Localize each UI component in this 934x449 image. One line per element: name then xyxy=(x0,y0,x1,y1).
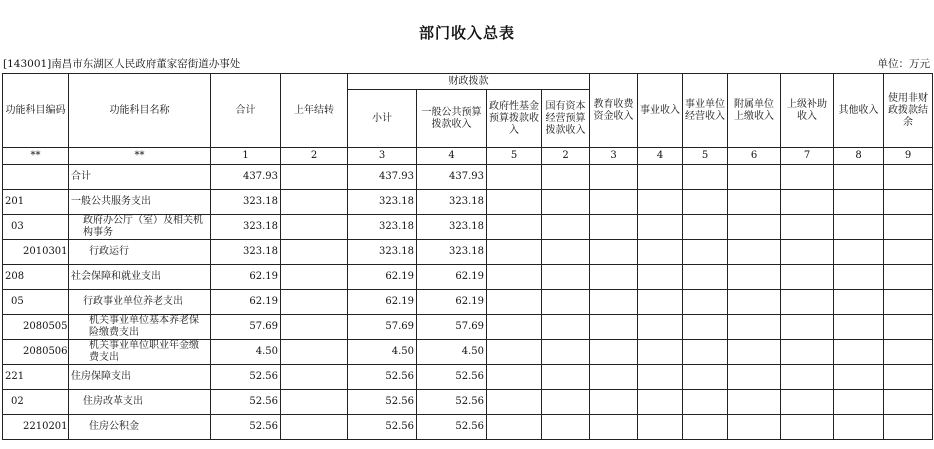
header-state-capital: 国有资本经营预算拨款收入 xyxy=(542,90,590,148)
row-empty-cell xyxy=(487,365,542,390)
row-empty-cell xyxy=(834,265,884,290)
row-empty-cell xyxy=(683,165,728,190)
row-empty-cell xyxy=(834,190,884,215)
header-business-ops: 事业单位经营收入 xyxy=(683,74,728,148)
row-empty-cell xyxy=(542,340,590,365)
row-empty-cell xyxy=(781,165,834,190)
row-subtotal: 52.56 xyxy=(348,415,417,440)
header-affiliate: 附属单位上缴收入 xyxy=(728,74,781,148)
row-total: 52.56 xyxy=(211,415,281,440)
index-cell: 3 xyxy=(590,148,638,165)
table-row xyxy=(3,240,933,265)
row-empty-cell xyxy=(683,240,728,265)
row-name: 机关事业单位职业年金缴费支出 xyxy=(69,340,211,365)
row-carryover xyxy=(281,390,348,415)
row-general-budget: 52.56 xyxy=(417,365,487,390)
organization-label: [143001]南昌市东湖区人民政府董家窑街道办事处 xyxy=(3,58,241,70)
row-empty-cell xyxy=(683,290,728,315)
row-empty-cell xyxy=(542,190,590,215)
row-empty-cell xyxy=(542,315,590,340)
row-subtotal: 52.56 xyxy=(348,365,417,390)
row-empty-cell xyxy=(590,365,638,390)
row-carryover xyxy=(281,415,348,440)
row-code: 2010301 xyxy=(3,240,69,265)
header-total: 合计 xyxy=(211,74,281,148)
row-empty-cell xyxy=(487,240,542,265)
row-code xyxy=(3,165,69,190)
row-carryover xyxy=(281,290,348,315)
row-empty-cell xyxy=(884,315,933,340)
row-code: 2080505 xyxy=(3,315,69,340)
table-row xyxy=(3,315,933,340)
index-cell: 4 xyxy=(417,148,487,165)
row-general-budget: 437.93 xyxy=(417,165,487,190)
row-empty-cell xyxy=(834,390,884,415)
header-subtotal: 小计 xyxy=(348,90,417,148)
row-empty-cell xyxy=(781,340,834,365)
income-summary-table xyxy=(2,73,933,440)
row-code: 208 xyxy=(3,265,69,290)
row-general-budget: 57.69 xyxy=(417,315,487,340)
row-subtotal: 323.18 xyxy=(348,215,417,240)
header-gov-fund: 政府性基金预算拨款收入 xyxy=(487,90,542,148)
table-row xyxy=(3,165,933,190)
row-empty-cell xyxy=(728,340,781,365)
row-subtotal: 57.69 xyxy=(348,315,417,340)
row-empty-cell xyxy=(590,390,638,415)
row-empty-cell xyxy=(542,265,590,290)
row-empty-cell xyxy=(638,240,683,265)
row-empty-cell xyxy=(781,415,834,440)
table-row xyxy=(3,365,933,390)
row-empty-cell xyxy=(884,290,933,315)
row-name: 住房公积金 xyxy=(69,415,211,440)
row-empty-cell xyxy=(590,290,638,315)
row-empty-cell xyxy=(590,415,638,440)
row-total: 323.18 xyxy=(211,240,281,265)
row-code: 05 xyxy=(3,290,69,315)
index-cell: 8 xyxy=(834,148,884,165)
row-empty-cell xyxy=(728,265,781,290)
row-empty-cell xyxy=(834,165,884,190)
index-cell: 6 xyxy=(728,148,781,165)
row-empty-cell xyxy=(781,265,834,290)
row-empty-cell xyxy=(728,190,781,215)
row-empty-cell xyxy=(487,290,542,315)
row-empty-cell xyxy=(487,215,542,240)
row-empty-cell xyxy=(728,165,781,190)
row-code: 201 xyxy=(3,190,69,215)
header-edu-fee: 教育收费资金收入 xyxy=(590,74,638,148)
row-empty-cell xyxy=(781,240,834,265)
row-general-budget: 323.18 xyxy=(417,190,487,215)
row-empty-cell xyxy=(542,415,590,440)
header-carryover: 上年结转 xyxy=(281,74,348,148)
row-name: 社会保障和就业支出 xyxy=(69,265,211,290)
row-empty-cell xyxy=(683,365,728,390)
row-empty-cell xyxy=(728,315,781,340)
row-code: 2080506 xyxy=(3,340,69,365)
row-total: 52.56 xyxy=(211,390,281,415)
row-general-budget: 323.18 xyxy=(417,240,487,265)
row-empty-cell xyxy=(728,215,781,240)
row-empty-cell xyxy=(683,190,728,215)
header-general-budget: 一般公共预算拨款收入 xyxy=(417,90,487,148)
row-empty-cell xyxy=(590,240,638,265)
row-carryover xyxy=(281,265,348,290)
row-name: 住房保障支出 xyxy=(69,365,211,390)
row-empty-cell xyxy=(728,290,781,315)
row-subtotal: 323.18 xyxy=(348,240,417,265)
row-empty-cell xyxy=(542,215,590,240)
row-empty-cell xyxy=(781,390,834,415)
row-empty-cell xyxy=(487,190,542,215)
row-subtotal: 62.19 xyxy=(348,265,417,290)
row-empty-cell xyxy=(884,265,933,290)
row-empty-cell xyxy=(728,415,781,440)
row-total: 437.93 xyxy=(211,165,281,190)
row-empty-cell xyxy=(590,265,638,290)
row-code: 2210201 xyxy=(3,415,69,440)
row-empty-cell xyxy=(590,315,638,340)
index-cell: 2 xyxy=(281,148,348,165)
row-general-budget: 52.56 xyxy=(417,390,487,415)
row-subtotal: 52.56 xyxy=(348,390,417,415)
row-name: 机关事业单位基本养老保险缴费支出 xyxy=(69,315,211,340)
row-name: 一般公共服务支出 xyxy=(69,190,211,215)
row-empty-cell xyxy=(487,315,542,340)
row-empty-cell xyxy=(884,190,933,215)
row-empty-cell xyxy=(590,165,638,190)
row-empty-cell xyxy=(683,340,728,365)
index-cell: 7 xyxy=(781,148,834,165)
table-row xyxy=(3,290,933,315)
row-empty-cell xyxy=(638,390,683,415)
row-total: 323.18 xyxy=(211,190,281,215)
table-row xyxy=(3,215,933,240)
row-empty-cell xyxy=(542,240,590,265)
row-empty-cell xyxy=(487,165,542,190)
row-empty-cell xyxy=(781,365,834,390)
row-empty-cell xyxy=(834,365,884,390)
row-general-budget: 62.19 xyxy=(417,265,487,290)
header-business: 事业收入 xyxy=(638,74,683,148)
header-name: 功能科目名称 xyxy=(69,74,211,148)
row-carryover xyxy=(281,340,348,365)
row-name: 住房改革支出 xyxy=(69,390,211,415)
row-empty-cell xyxy=(884,415,933,440)
index-cell: 5 xyxy=(487,148,542,165)
row-empty-cell xyxy=(781,190,834,215)
row-empty-cell xyxy=(728,240,781,265)
row-empty-cell xyxy=(638,165,683,190)
index-cell: 3 xyxy=(348,148,417,165)
index-cell: ** xyxy=(3,148,69,165)
header-upper-subsidy: 上级补助收入 xyxy=(781,74,834,148)
row-empty-cell xyxy=(638,365,683,390)
row-empty-cell xyxy=(542,365,590,390)
row-total: 4.50 xyxy=(211,340,281,365)
row-empty-cell xyxy=(638,340,683,365)
row-name: 行政运行 xyxy=(69,240,211,265)
row-subtotal: 62.19 xyxy=(348,290,417,315)
row-empty-cell xyxy=(638,315,683,340)
header-nonfiscal: 使用非财政拨款结余 xyxy=(884,74,933,148)
table-row xyxy=(3,265,933,290)
row-carryover xyxy=(281,365,348,390)
row-empty-cell xyxy=(884,240,933,265)
row-empty-cell xyxy=(781,290,834,315)
row-total: 323.18 xyxy=(211,215,281,240)
row-subtotal: 437.93 xyxy=(348,165,417,190)
row-carryover xyxy=(281,190,348,215)
row-empty-cell xyxy=(728,365,781,390)
index-cell: ** xyxy=(69,148,211,165)
row-empty-cell xyxy=(834,415,884,440)
row-empty-cell xyxy=(487,415,542,440)
table-row xyxy=(3,390,933,415)
index-row xyxy=(3,148,933,165)
index-cell: 2 xyxy=(542,148,590,165)
row-empty-cell xyxy=(781,215,834,240)
row-carryover xyxy=(281,165,348,190)
row-carryover xyxy=(281,240,348,265)
row-empty-cell xyxy=(638,190,683,215)
row-subtotal: 4.50 xyxy=(348,340,417,365)
row-empty-cell xyxy=(834,290,884,315)
row-empty-cell xyxy=(638,290,683,315)
row-general-budget: 62.19 xyxy=(417,290,487,315)
row-total: 62.19 xyxy=(211,265,281,290)
row-total: 52.56 xyxy=(211,365,281,390)
row-empty-cell xyxy=(590,340,638,365)
index-cell: 9 xyxy=(884,148,933,165)
row-carryover xyxy=(281,315,348,340)
header-code: 功能科目编码 xyxy=(3,74,69,148)
row-empty-cell xyxy=(590,190,638,215)
page-title: 部门收入总表 xyxy=(418,24,515,42)
row-carryover xyxy=(281,215,348,240)
row-general-budget: 323.18 xyxy=(417,215,487,240)
row-empty-cell xyxy=(683,415,728,440)
row-empty-cell xyxy=(683,215,728,240)
row-empty-cell xyxy=(683,390,728,415)
row-total: 57.69 xyxy=(211,315,281,340)
row-general-budget: 4.50 xyxy=(417,340,487,365)
row-empty-cell xyxy=(884,365,933,390)
row-name: 政府办公厅（室）及相关机构事务 xyxy=(69,215,211,240)
header-fiscal-group: 财政拨款 xyxy=(348,74,590,90)
row-empty-cell xyxy=(884,215,933,240)
row-empty-cell xyxy=(781,315,834,340)
row-empty-cell xyxy=(728,390,781,415)
index-cell: 5 xyxy=(683,148,728,165)
row-empty-cell xyxy=(542,290,590,315)
header-other: 其他收入 xyxy=(834,74,884,148)
row-empty-cell xyxy=(638,215,683,240)
row-empty-cell xyxy=(487,340,542,365)
row-empty-cell xyxy=(638,265,683,290)
row-empty-cell xyxy=(884,340,933,365)
table-row xyxy=(3,190,933,215)
row-code: 03 xyxy=(3,215,69,240)
row-empty-cell xyxy=(487,265,542,290)
row-empty-cell xyxy=(683,315,728,340)
row-code: 02 xyxy=(3,390,69,415)
row-empty-cell xyxy=(884,390,933,415)
row-empty-cell xyxy=(834,240,884,265)
row-code: 221 xyxy=(3,365,69,390)
row-total: 62.19 xyxy=(211,290,281,315)
row-general-budget: 52.56 xyxy=(417,415,487,440)
unit-label: 单位：万元 xyxy=(877,58,930,70)
row-name: 合计 xyxy=(69,165,211,190)
row-empty-cell xyxy=(590,215,638,240)
row-subtotal: 323.18 xyxy=(348,190,417,215)
row-name: 行政事业单位养老支出 xyxy=(69,290,211,315)
row-empty-cell xyxy=(542,165,590,190)
table-row xyxy=(3,415,933,440)
row-empty-cell xyxy=(638,415,683,440)
row-empty-cell xyxy=(683,265,728,290)
row-empty-cell xyxy=(834,340,884,365)
row-empty-cell xyxy=(834,215,884,240)
row-empty-cell xyxy=(487,390,542,415)
index-cell: 4 xyxy=(638,148,683,165)
row-empty-cell xyxy=(834,315,884,340)
row-empty-cell xyxy=(884,165,933,190)
row-empty-cell xyxy=(542,390,590,415)
index-cell: 1 xyxy=(211,148,281,165)
table-row xyxy=(3,340,933,365)
